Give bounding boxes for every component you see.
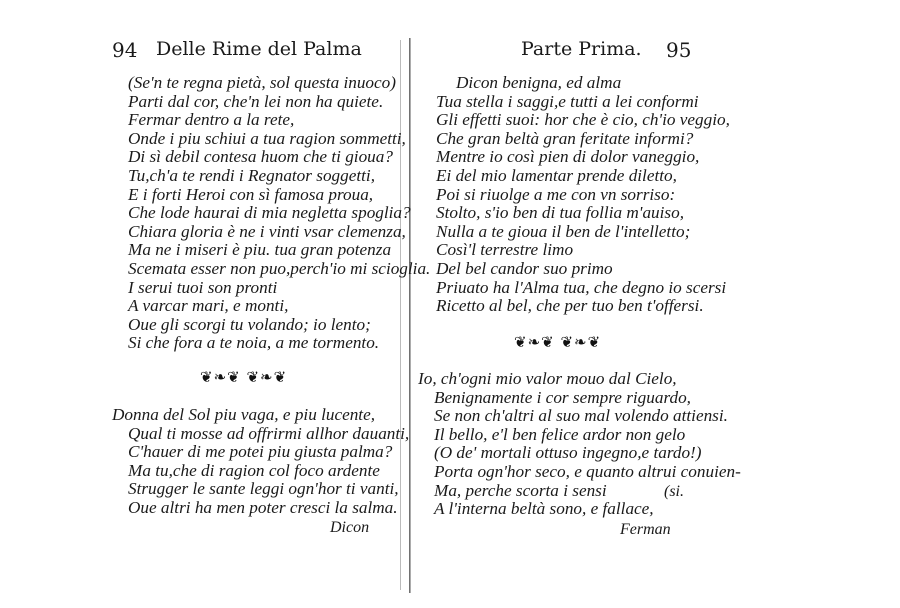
- verse-line: Priuato ha l'Alma tua, che degno io scersi: [436, 277, 727, 297]
- ornament: ❦❧❦ ❦❧❦: [514, 333, 602, 351]
- verse-line: Ricetto al bel, che per tuo ben t'offersi.: [436, 296, 704, 316]
- stanza-right-2: [418, 370, 741, 519]
- ornament: ❦❧❦ ❦❧❦: [200, 368, 288, 386]
- verse-line: (Se'n te regna pietà, sol questa inuoco): [128, 73, 396, 92]
- turnover-syllable: (si.: [664, 483, 684, 500]
- verse-line: A l'interna beltà sono, e fallace,: [434, 499, 654, 519]
- running-head: Parte Prima.: [521, 38, 642, 60]
- verse-line: I serui tuoi son pronti: [128, 277, 278, 297]
- verse-line: Onde i piu schiui a tua ragion sommetti,: [128, 128, 406, 148]
- verse-line: Benignamente i cor sempre riguardo,: [434, 387, 691, 407]
- verse-line: A varcar mari, e monti,: [128, 296, 289, 316]
- stanza-right-1: [436, 74, 730, 316]
- verse-line: Strugger le sante leggi ogn'hor ti vanti,: [128, 479, 399, 499]
- page-number: 94: [112, 38, 138, 62]
- verse-line: Mentre io così pien di dolor vaneggio,: [436, 147, 700, 167]
- verse-line: Stolto, s'io ben di tua follia m'auiso,: [436, 203, 684, 223]
- verse-line: Chiara gloria è ne i vinti vsar clemenza,: [128, 221, 406, 241]
- verse-line: Parti dal cor, che'n lei non ha quiete.: [128, 91, 384, 111]
- verse-line: Il bello, e'l ben felice ardor non gelo: [434, 424, 686, 444]
- verse-line: Del bel candor suo primo: [436, 258, 613, 278]
- verse-line: Qual ti mosse ad offrirmi allhor dauanti,: [128, 423, 410, 443]
- verse-line: Poi si riuolge a me con vn sorriso:: [436, 184, 676, 204]
- verse-line: Fermar dentro a la rete,: [128, 110, 295, 130]
- running-head: Delle Rime del Palma: [156, 38, 362, 60]
- verse-line: Io, ch'ogni mio valor mouo dal Cielo,: [418, 369, 677, 388]
- stanza-left-1: [128, 74, 430, 353]
- verse-line: Se non ch'altri al suo mal volendo attiensi.: [434, 406, 728, 426]
- stanza-left-2: [112, 406, 409, 518]
- verse-line: C'hauer di me potei piu giusta palma?: [128, 442, 393, 462]
- verse-line: Gli effetti suoi: hor che è cio, ch'io veggio,: [436, 110, 730, 130]
- verse-line: Ma ne i miseri è piu. tua gran potenza: [128, 240, 392, 260]
- verse-line: Si che fora a te noia, a me tormento.: [128, 333, 380, 353]
- verse-line: Così'l terrestre limo: [436, 240, 574, 260]
- verse-line: Tu,ch'a te rendi i Regnator soggetti,: [128, 165, 375, 185]
- verse-line: Che gran beltà gran feritate informi?: [436, 128, 694, 148]
- catchword: Dicon: [330, 519, 370, 536]
- verse-line: Ma tu,che di ragion col foco ardente: [128, 460, 380, 480]
- verse-line: E i forti Heroi con sì famosa proua,: [128, 184, 374, 204]
- verse-line: Dicon benigna, ed alma: [456, 73, 622, 92]
- verse-line: Ma, perche scorta i sensi: [434, 480, 607, 500]
- verse-line: Tua stella i saggi,e tutti a lei conformi: [436, 91, 699, 111]
- verse-line: Che lode haurai di mia negletta spoglia?: [128, 203, 411, 223]
- verse-line: Ei del mio lamentar prende diletto,: [436, 165, 677, 185]
- verse-line: Porta ogn'hor seco, e quanto altrui conuien-: [434, 461, 741, 481]
- verse-line: Nulla a te gioua il ben de l'intelletto;: [436, 221, 691, 241]
- verse-line: Donna del Sol piu vaga, e piu lucente,: [112, 405, 376, 424]
- catchword: Ferman: [620, 521, 671, 538]
- verse-line: (O de' mortali ottuso ingegno,e tardo!): [434, 443, 702, 463]
- verse-line: Di sì debil contesa huom che ti gioua?: [128, 147, 393, 167]
- page-number: 95: [666, 38, 692, 62]
- verse-line: Oue altri ha men poter cresci la salma.: [128, 497, 398, 517]
- verse-line: Scemata esser non puo,perch'io mi scioglia.: [128, 258, 431, 278]
- verse-line: Oue gli scorgi tu volando; io lento;: [128, 314, 371, 334]
